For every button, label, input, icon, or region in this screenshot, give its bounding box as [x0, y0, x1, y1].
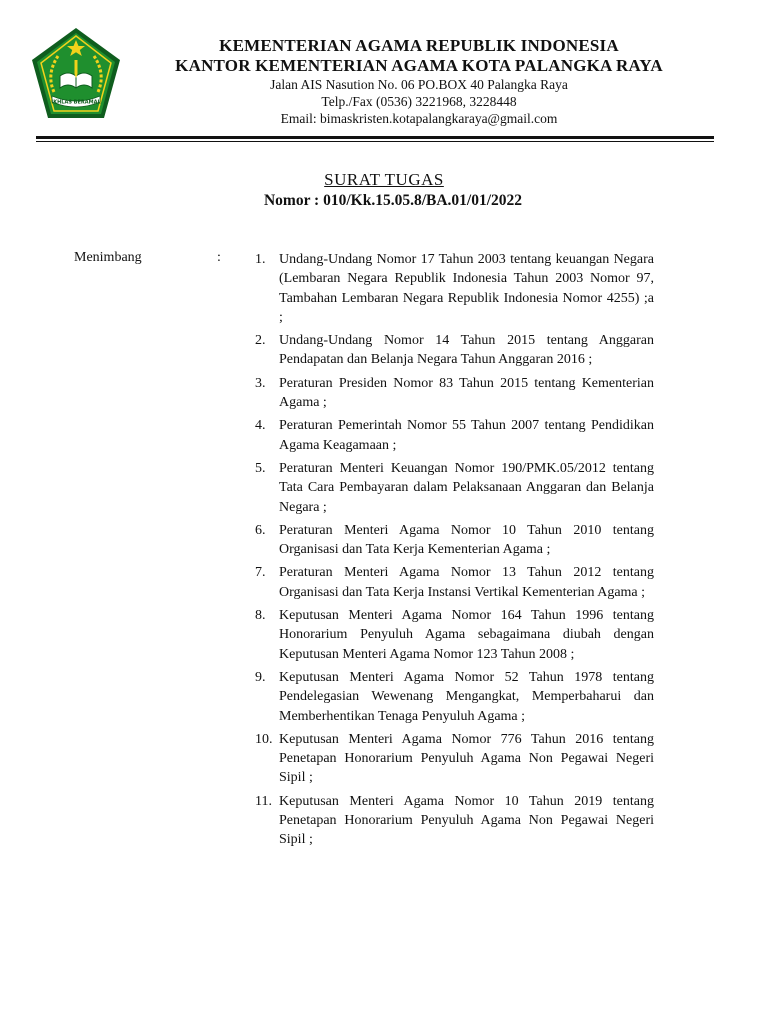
- list-number: 10.: [255, 731, 273, 747]
- list-text: Keputusan Menteri Agama Nomor 10 Tahun 2019 tentang Penetapan Honorarium Penyuluh Agama Non Pegawai Negeri Sipil ;: [279, 793, 654, 848]
- list-item: [250, 331, 654, 370]
- list-item: [250, 416, 654, 455]
- office-phone: Telp./Fax (0536) 3221968, 3228448: [321, 94, 517, 109]
- list-item: [250, 792, 654, 850]
- list-number: 6.: [255, 522, 266, 538]
- letterhead-rule-thick: [36, 136, 714, 139]
- list-text: Peraturan Menteri Keuangan Nomor 190/PMK.05/2012 tentang Tata Cara Pembayaran dalam Pelaksanaan Anggaran dan Belanja Negara ;: [279, 460, 654, 515]
- letter-title: SURAT TUGAS: [324, 170, 444, 189]
- ministry-name: KEMENTERIAN AGAMA REPUBLIK INDONESIA: [219, 36, 619, 55]
- list-item: [250, 730, 654, 788]
- list-number: 5.: [255, 460, 266, 476]
- list-text: Peraturan Menteri Agama Nomor 10 Tahun 2010 tentang Organisasi dan Tata Kerja Kementerian Agama ;: [279, 522, 654, 558]
- office-email: Email: bimaskristen.kotapalangkaraya@gmail.com: [280, 111, 558, 126]
- letterhead-rule-thin: [36, 141, 714, 142]
- list-text: Peraturan Menteri Agama Nomor 13 Tahun 2012 tentang Organisasi dan Tata Kerja Instansi Vertikal Kementerian Agama ;: [279, 565, 654, 600]
- svg-text:IKHLAS BERAMAL: IKHLAS BERAMAL: [51, 99, 101, 106]
- list-number: 9.: [255, 669, 266, 685]
- list-number: 11.: [255, 793, 272, 809]
- list-item: [250, 374, 654, 413]
- menimbang-label: Menimbang: [74, 250, 142, 265]
- list-item: [250, 459, 654, 517]
- list-item: [250, 521, 654, 560]
- list-text: Peraturan Pemerintah Nomor 55 Tahun 2007 tentang Pendidikan Agama Keagamaan ;: [279, 418, 654, 453]
- list-item: [250, 250, 654, 327]
- list-text: Peraturan Presiden Nomor 83 Tahun 2015 tentang Kementerian Agama ;: [279, 375, 654, 411]
- list-number: 8.: [255, 608, 266, 624]
- letterhead: [130, 36, 708, 127]
- list-text: Undang-Undang Nomor 17 Tahun 2003 tentang keuangan Negara (Lembaran Negara Republik Indonesia Tahun 2003 Nomor 97, Tambahan Lembaran Negara Republik Indonesia Nomor 4255) ;a ;: [279, 252, 654, 325]
- kemenag-logo: [30, 26, 122, 122]
- list-text: Keputusan Menteri Agama Nomor 52 Tahun 1978 tentang Pendelegasian Wewenang Mengangkat, Memperbaharui dan Memberhentikan Tenaga Penyuluh Agama ;: [279, 669, 654, 724]
- letter-number: Nomor : 010/Kk.15.05.8/BA.01/01/2022: [263, 192, 523, 209]
- list-text: Undang-Undang Nomor 14 Tahun 2015 tentang Anggaran Pendapatan dan Belanja Negara Tahun Anggaran 2016 ;: [279, 333, 654, 368]
- list-text: Keputusan Menteri Agama Nomor 776 Tahun 2016 tentang Penetapan Honorarium Penyuluh Agama Non Pegawai Negeri Sipil ;: [279, 731, 654, 786]
- list-item: [250, 668, 654, 726]
- list-number: 1.: [255, 252, 266, 267]
- menimbang-colon: :: [217, 250, 221, 265]
- list-number: 7.: [255, 565, 266, 581]
- list-item: [250, 563, 654, 602]
- list-number: 2.: [255, 333, 266, 349]
- office-address: Jalan AIS Nasution No. 06 PO.BOX 40 Palangka Raya: [270, 77, 568, 92]
- menimbang-list: [250, 250, 654, 854]
- office-name: KANTOR KEMENTERIAN AGAMA KOTA PALANGKA RAYA: [175, 56, 663, 75]
- list-text: Keputusan Menteri Agama Nomor 164 Tahun 1996 tentang Honorarium Penyuluh Agama sebagaimana diubah dengan Keputusan Menteri Agama Nomor 123 Tahun 2008 ;: [279, 608, 654, 662]
- list-number: 3.: [255, 375, 266, 391]
- list-number: 4.: [255, 418, 266, 434]
- list-item: [250, 606, 654, 664]
